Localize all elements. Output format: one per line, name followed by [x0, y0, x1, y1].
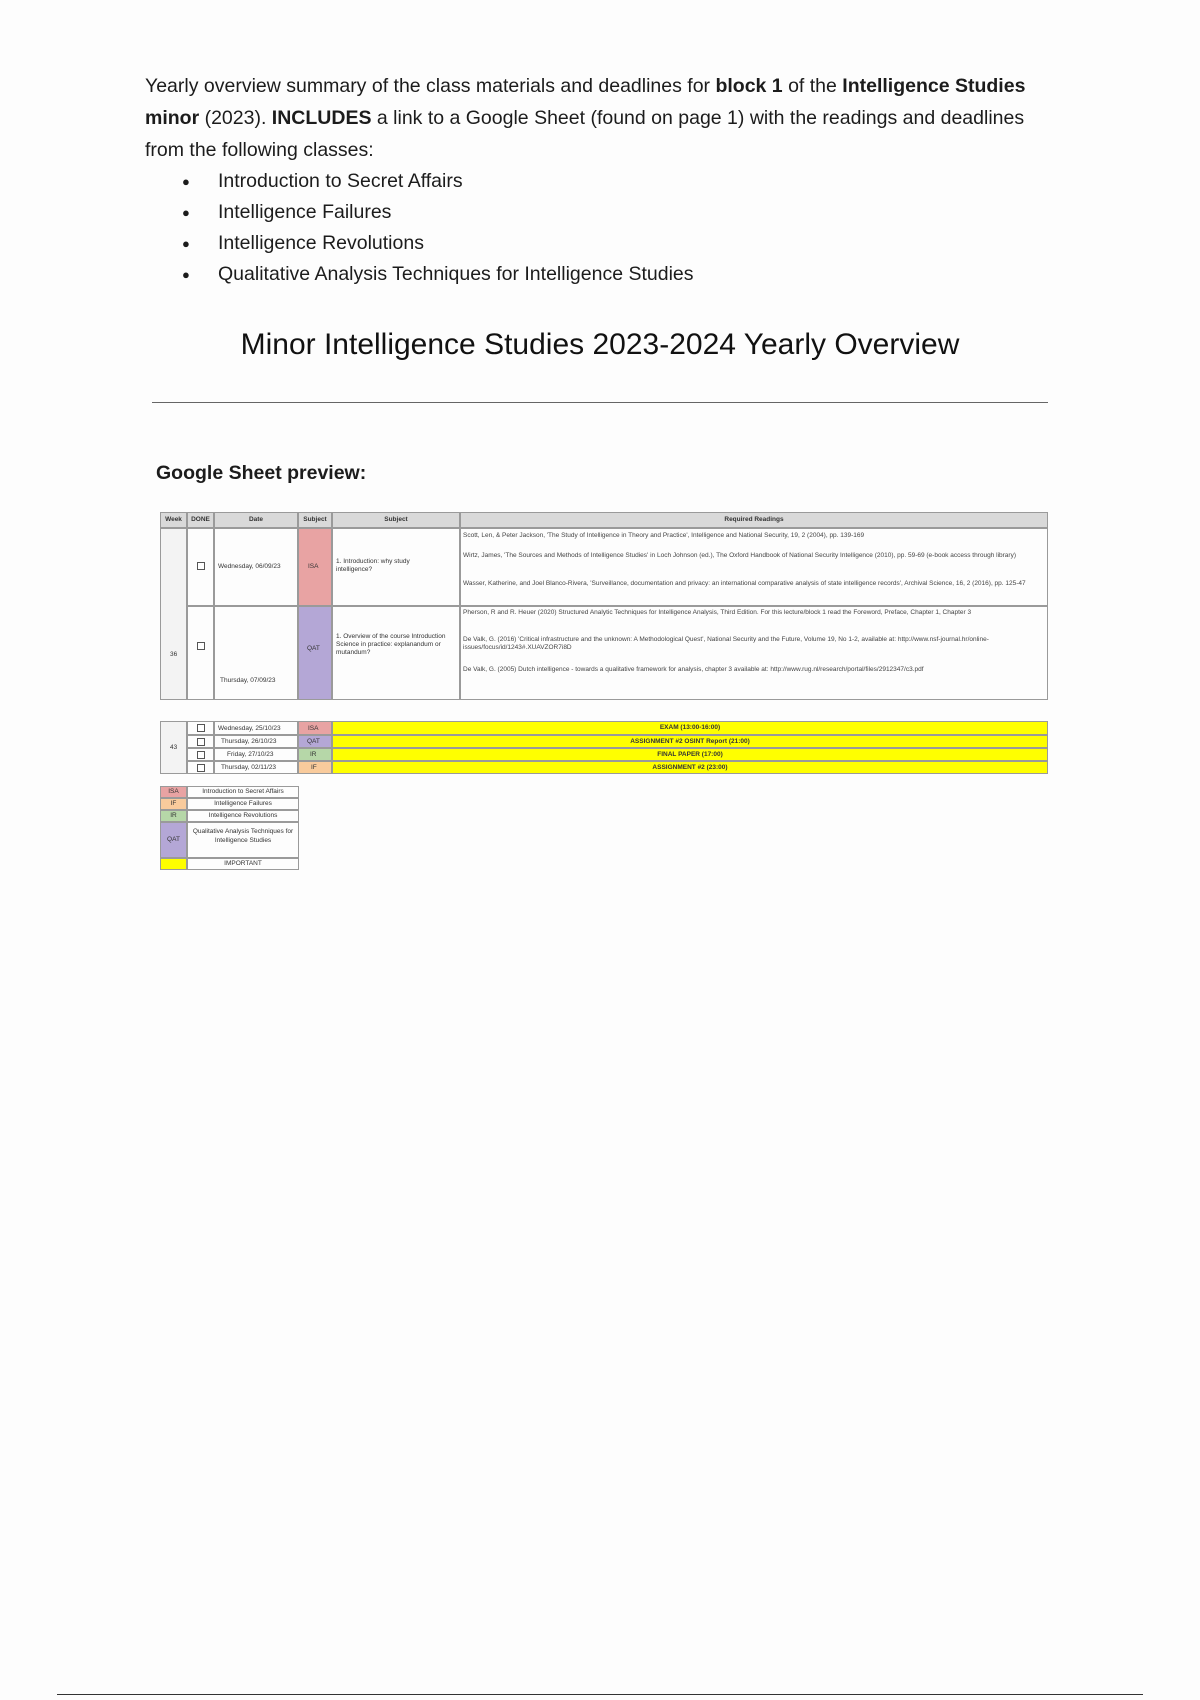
done-cell — [187, 748, 214, 761]
subject-code-cell — [298, 606, 332, 700]
legend-code: QAT — [160, 822, 187, 858]
class-list-item: ● Qualitative Analysis Techniques for Intelligence Studies — [145, 259, 1065, 290]
date-cell — [214, 735, 298, 748]
date-text: Wednesday, 06/09/23 — [218, 563, 281, 570]
deadline-cell: ASSIGNMENT #2 (23:00) — [332, 761, 1048, 774]
date-text: Thursday, 07/09/23 — [220, 677, 276, 684]
subject-code: ISA — [308, 725, 319, 732]
horizontal-rule — [152, 402, 1048, 403]
subject-code: IF — [311, 764, 317, 771]
readings-cell — [460, 528, 1048, 606]
done-checkbox[interactable] — [197, 764, 205, 772]
date-cell — [214, 748, 298, 761]
header-week: Week — [160, 512, 187, 528]
date-cell — [214, 528, 298, 606]
deadline-cell: ASSIGNMENT #2 OSINT Report (21:00) — [332, 735, 1048, 748]
header-done: DONE — [187, 512, 214, 528]
legend-code: IR — [160, 810, 187, 822]
date-text: Wednesday, 25/10/23 — [218, 725, 281, 732]
date-cell — [214, 606, 298, 700]
reading-item: Pherson, R and R. Heuer (2020) Structured Analytic Techniques for Intelligence Analysis, Third Edition. For this lecture/block 1 read the Foreword, Preface, Chapter 1, Chapter 3 — [463, 609, 972, 616]
readings-cell — [460, 606, 1048, 700]
done-checkbox[interactable] — [197, 724, 205, 732]
intro-bold-includes: INCLUDES — [271, 107, 372, 129]
week-cell — [160, 528, 187, 700]
legend-label: Intelligence Revolutions — [187, 810, 299, 822]
preview-label: Google Sheet preview: — [156, 462, 367, 484]
subject-text: 1. Introduction: why study intelligence? — [336, 558, 410, 573]
legend-color-important — [160, 858, 187, 870]
intro-text-3: (2023). — [199, 107, 272, 129]
done-cell — [187, 761, 214, 774]
subject-code: ISA — [308, 563, 319, 570]
date-text: Thursday, 26/10/23 — [221, 738, 277, 745]
reading-item: Scott, Len, & Peter Jackson, 'The Study of Intelligence in Theory and Practice', Intelligence and National Security, 19, 2 (2004), pp. 139-169 — [463, 532, 865, 539]
done-checkbox[interactable] — [197, 562, 205, 570]
done-checkbox[interactable] — [197, 751, 205, 759]
week-number: 43 — [170, 744, 178, 751]
class-list-item: ● Introduction to Secret Affairs — [145, 166, 1065, 197]
done-cell — [187, 735, 214, 748]
subject-cell — [332, 528, 460, 606]
legend-code: IF — [160, 798, 187, 810]
date-cell — [214, 761, 298, 774]
reading-item: Wirtz, James, 'The Sources and Methods of Intelligence Studies' in Loch Johnson (ed.), The Oxford Handbook of National Security Intelligence (2010), pp. 59-69 (e-book access through library) — [463, 552, 1016, 559]
done-checkbox[interactable] — [197, 738, 205, 746]
reading-item: Wasser, Katherine, and Joel Blanco-Rivera, 'Surveillance, documentation and privacy: an international comparative analysis of state intelligence records', Archival Science, 16, 2 (2016), pp. 125-47 — [463, 580, 1026, 587]
intro-text-1: Yearly overview summary of the class materials and deadlines for — [145, 75, 716, 97]
legend-label: Qualitative Analysis Techniques for Intelligence Studies — [187, 822, 299, 858]
legend-label: Intelligence Failures — [187, 798, 299, 810]
intro-text-2: of the — [782, 75, 843, 97]
subject-code: QAT — [307, 738, 320, 745]
subject-code-cell — [298, 761, 332, 774]
class-list — [145, 166, 1065, 290]
subject-code-cell — [298, 748, 332, 761]
done-checkbox[interactable] — [197, 642, 205, 650]
subject-code: IR — [310, 751, 317, 758]
reading-item: De Valk, G. (2005) Dutch intelligence - towards a qualitative framework for analysis, chapter 3 available at: http://www.rug.nl/research/portal/files/2912347/c3.pdf — [463, 666, 924, 673]
header-date: Date — [214, 512, 298, 528]
intro-bold-minor: Intelligence Studies minor — [145, 75, 1026, 129]
header-subject: Subject — [332, 512, 460, 528]
subject-cell — [332, 606, 460, 700]
legend-label: Introduction to Secret Affairs — [187, 786, 299, 798]
subject-code-cell — [298, 721, 332, 735]
subject-code: QAT — [307, 645, 320, 652]
deadline-cell: FINAL PAPER (17:00) — [332, 748, 1048, 761]
reading-item: De Valk, G. (2016) 'Critical infrastructure and the unknown: A Methodological Quest', National Security and the Future, Volume 19, No 1-2, available at: http://www.nsf-journal.hr/online-issues/focus/id/1243#.XUAVZOR7i8D — [463, 636, 989, 651]
done-cell — [187, 721, 214, 735]
page-bottom-rule — [57, 1694, 1143, 1695]
week-cell — [160, 721, 187, 774]
header-required-readings: Required Readings — [460, 512, 1048, 528]
legend-label: IMPORTANT — [187, 858, 299, 870]
done-cell — [187, 606, 214, 700]
done-cell — [187, 528, 214, 606]
intro-text-4: a link to a Google Sheet (found on page 1) with the readings and deadlines from the following classes: — [145, 107, 1025, 161]
date-text: Friday, 27/10/23 — [227, 751, 274, 758]
subject-text: 1. Overview of the course Introduction Science in practice: explanandum or mutandum? — [336, 633, 446, 656]
legend-code: ISA — [160, 786, 187, 798]
subject-code-cell — [298, 735, 332, 748]
date-text: Thursday, 02/11/23 — [221, 764, 277, 771]
deadline-cell: EXAM (13:00-16:00) — [332, 721, 1048, 735]
class-list-item: ● Intelligence Failures — [145, 197, 1065, 228]
date-cell — [214, 721, 298, 735]
intro-paragraph — [145, 70, 1065, 290]
subject-code-cell — [298, 528, 332, 606]
intro-bold-block: block 1 — [715, 75, 783, 97]
week-number: 36 — [170, 651, 178, 658]
header-subject-code: Subject — [298, 512, 332, 528]
document-title: Minor Intelligence Studies 2023-2024 Yearly Overview — [240, 328, 960, 361]
class-list-item: ● Intelligence Revolutions — [145, 228, 1065, 259]
